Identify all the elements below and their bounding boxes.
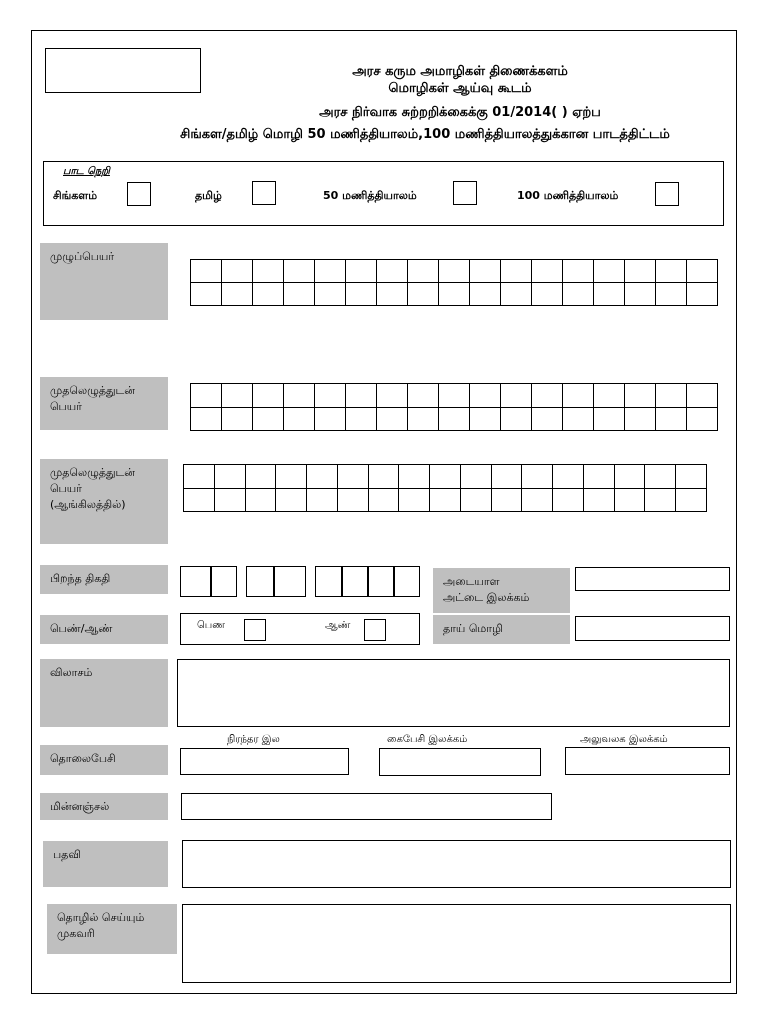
work-address-input[interactable] (182, 904, 731, 983)
letter-cell[interactable] (687, 260, 718, 283)
letter-cell[interactable] (532, 384, 563, 408)
letter-cell[interactable] (492, 489, 523, 513)
letter-cell[interactable] (492, 465, 523, 489)
letter-cell[interactable] (315, 260, 346, 283)
letter-cell[interactable] (501, 408, 532, 432)
letter-cell[interactable] (439, 260, 470, 283)
course-line: சிங்கள/தமிழ் மொழி 50 மணித்தியாலம்,100 மணித்தியாலத்துக்கான பாடத்திட்டம் (180, 127, 670, 142)
photo-box (45, 48, 201, 93)
letter-cell[interactable] (501, 384, 532, 408)
letter-cell[interactable] (377, 283, 408, 306)
letter-cell[interactable] (594, 260, 625, 283)
letter-cell[interactable] (222, 408, 253, 432)
letter-cell[interactable] (461, 489, 492, 513)
letter-cell[interactable] (584, 465, 615, 489)
letter-cell[interactable] (191, 384, 222, 408)
mother-tongue-label: தாய் மொழி (433, 615, 570, 644)
letter-cell[interactable] (594, 384, 625, 408)
letter-cell[interactable] (284, 260, 315, 283)
department-title: அரச கரும அமாழிகள் திணைக்களம் (352, 64, 568, 79)
address-label: விலாசம் (40, 659, 168, 727)
letter-cell[interactable] (346, 408, 377, 432)
course-title: பாட நெறி (63, 166, 110, 177)
name-english-label-line2: பெயர் (50, 482, 82, 495)
name-english-grid[interactable] (183, 464, 707, 512)
letter-cell[interactable] (246, 489, 277, 513)
letter-cell[interactable] (615, 465, 646, 489)
address-input[interactable] (177, 659, 730, 727)
letter-cell[interactable] (338, 465, 369, 489)
letter-cell[interactable] (676, 465, 707, 489)
option-50h-checkbox[interactable] (453, 181, 477, 205)
letter-cell[interactable] (687, 384, 718, 408)
name-english-label-line1: முதலெழுத்துடன் (50, 466, 135, 479)
letter-cell[interactable] (522, 489, 553, 513)
letter-cell[interactable] (315, 408, 346, 432)
letter-cell[interactable] (470, 260, 501, 283)
option-sinhala-label: சிங்களம் (53, 189, 98, 202)
letter-cell[interactable] (594, 408, 625, 432)
dob-month-digit-1[interactable] (246, 566, 274, 597)
dob-day-digit-2[interactable] (211, 566, 237, 597)
letter-cell[interactable] (215, 489, 246, 513)
letter-cell[interactable] (184, 489, 215, 513)
letter-cell[interactable] (408, 260, 439, 283)
phone-mobile-input[interactable] (379, 748, 541, 776)
full-name-label: முழுப்பெயர் (40, 243, 168, 320)
post-label: பதவி (43, 841, 168, 887)
letter-cell[interactable] (470, 283, 501, 306)
letter-cell[interactable] (553, 465, 584, 489)
letter-cell[interactable] (253, 283, 284, 306)
letter-cell[interactable] (253, 260, 284, 283)
letter-cell[interactable] (284, 408, 315, 432)
phone-office-caption: அலுவலக இலக்கம் (580, 734, 668, 745)
letter-cell[interactable] (399, 465, 430, 489)
circular-line: அரச நிர்வாக சுற்றறிக்கைக்கு 01/2014( ) ஏற்ப (319, 105, 601, 120)
letter-cell[interactable] (461, 465, 492, 489)
letter-cell[interactable] (307, 489, 338, 513)
letter-cell[interactable] (625, 283, 656, 306)
letter-cell[interactable] (408, 384, 439, 408)
name-english-label (40, 459, 168, 544)
name-initials-label-line2: பெயர் (50, 400, 82, 413)
post-input[interactable] (182, 840, 731, 888)
phone-mobile-caption: கைபேசி இலக்கம் (387, 734, 468, 745)
letter-cell[interactable] (563, 260, 594, 283)
letter-cell[interactable] (553, 489, 584, 513)
option-100h-checkbox[interactable] (655, 182, 679, 206)
letter-cell[interactable] (470, 384, 501, 408)
female-label: பெண (197, 620, 225, 631)
name-initials-label (40, 377, 168, 430)
option-100h-label: 100 மணித்தியாலம் (517, 189, 619, 202)
letter-cell[interactable] (191, 260, 222, 283)
email-input[interactable] (181, 793, 552, 820)
letter-cell[interactable] (315, 384, 346, 408)
letter-cell[interactable] (439, 283, 470, 306)
letter-cell[interactable] (222, 260, 253, 283)
letter-cell[interactable] (253, 384, 284, 408)
gender-label: பெண்/ஆண் (40, 615, 168, 644)
letter-cell[interactable] (430, 489, 461, 513)
female-checkbox[interactable] (244, 619, 266, 641)
letter-cell[interactable] (532, 283, 563, 306)
letter-cell[interactable] (369, 465, 400, 489)
letter-cell[interactable] (284, 283, 315, 306)
letter-cell[interactable] (222, 283, 253, 306)
full-name-grid[interactable] (190, 259, 718, 306)
letter-cell[interactable] (687, 283, 718, 306)
letter-cell[interactable] (430, 465, 461, 489)
letter-cell[interactable] (346, 283, 377, 306)
letter-cell[interactable] (532, 408, 563, 432)
phone-label: தொலைபேசி (40, 745, 168, 775)
letter-cell[interactable] (563, 384, 594, 408)
mother-tongue-input[interactable] (575, 616, 730, 641)
dob-year-digit-3[interactable] (368, 566, 394, 597)
id-card-input[interactable] (575, 567, 730, 591)
dob-year-digit-4[interactable] (394, 566, 420, 597)
letter-cell[interactable] (377, 408, 408, 432)
letter-cell[interactable] (625, 260, 656, 283)
letter-cell[interactable] (276, 489, 307, 513)
work-address-label-line1: தொழில் செய்யும் (57, 911, 145, 924)
letter-cell[interactable] (191, 408, 222, 432)
letter-cell[interactable] (315, 283, 346, 306)
letter-cell[interactable] (645, 465, 676, 489)
letter-cell[interactable] (687, 408, 718, 432)
letter-cell[interactable] (346, 384, 377, 408)
letter-cell[interactable] (191, 283, 222, 306)
letter-cell[interactable] (563, 283, 594, 306)
letter-cell[interactable] (645, 489, 676, 513)
name-initials-grid[interactable] (190, 383, 718, 431)
letter-cell[interactable] (222, 384, 253, 408)
id-card-label (433, 568, 570, 613)
letter-cell[interactable] (338, 489, 369, 513)
lab-title: மொழிகள் ஆய்வு கூடம் (388, 81, 532, 96)
letter-cell[interactable] (532, 260, 563, 283)
letter-cell[interactable] (184, 465, 215, 489)
dob-month-digit-2[interactable] (274, 566, 306, 597)
letter-cell[interactable] (501, 260, 532, 283)
id-card-label-line1: அடையாள (443, 575, 500, 588)
letter-cell[interactable] (377, 384, 408, 408)
letter-cell[interactable] (625, 408, 656, 432)
letter-cell[interactable] (276, 465, 307, 489)
letter-cell[interactable] (369, 489, 400, 513)
letter-cell[interactable] (246, 465, 277, 489)
letter-cell[interactable] (439, 408, 470, 432)
letter-cell[interactable] (284, 384, 315, 408)
phone-office-input[interactable] (565, 747, 730, 775)
letter-cell[interactable] (253, 408, 284, 432)
letter-cell[interactable] (676, 489, 707, 513)
letter-cell[interactable] (377, 260, 408, 283)
letter-cell[interactable] (399, 489, 430, 513)
letter-cell[interactable] (439, 384, 470, 408)
option-50h-label: 50 மணித்தியாலம் (323, 189, 417, 202)
work-address-label-line2: முகவரி (57, 927, 95, 940)
letter-cell[interactable] (346, 260, 377, 283)
letter-cell[interactable] (656, 283, 687, 306)
male-label: ஆண் (325, 620, 351, 631)
dob-day-digit-1[interactable] (180, 566, 211, 597)
letter-cell[interactable] (584, 489, 615, 513)
email-label: மின்னஞ்சல் (40, 793, 168, 820)
letter-cell[interactable] (522, 465, 553, 489)
letter-cell[interactable] (615, 489, 646, 513)
option-sinhala-checkbox[interactable] (127, 182, 151, 206)
id-card-label-line2: அட்டை இலக்கம் (443, 591, 530, 604)
letter-cell[interactable] (408, 408, 439, 432)
dob-label: பிறந்த திகதி (40, 565, 168, 594)
letter-cell[interactable] (307, 465, 338, 489)
name-english-label-line3: (ஆங்கிலத்தில்) (50, 498, 126, 511)
name-initials-label-line1: முதலெழுத்துடன் (50, 384, 135, 397)
work-address-label (47, 904, 177, 954)
letter-cell[interactable] (470, 408, 501, 432)
phone-fixed-caption: நிரந்தர இல (227, 734, 280, 745)
letter-cell[interactable] (563, 408, 594, 432)
male-checkbox[interactable] (364, 619, 386, 641)
dob-year-digit-1[interactable] (315, 566, 342, 597)
letter-cell[interactable] (656, 260, 687, 283)
letter-cell[interactable] (625, 384, 656, 408)
phone-fixed-input[interactable] (180, 748, 349, 775)
letter-cell[interactable] (656, 408, 687, 432)
option-tamil-label: தமிழ் (195, 189, 222, 202)
option-tamil-checkbox[interactable] (252, 181, 276, 205)
dob-year-digit-2[interactable] (342, 566, 368, 597)
letter-cell[interactable] (501, 283, 532, 306)
letter-cell[interactable] (408, 283, 439, 306)
letter-cell[interactable] (656, 384, 687, 408)
letter-cell[interactable] (594, 283, 625, 306)
letter-cell[interactable] (215, 465, 246, 489)
